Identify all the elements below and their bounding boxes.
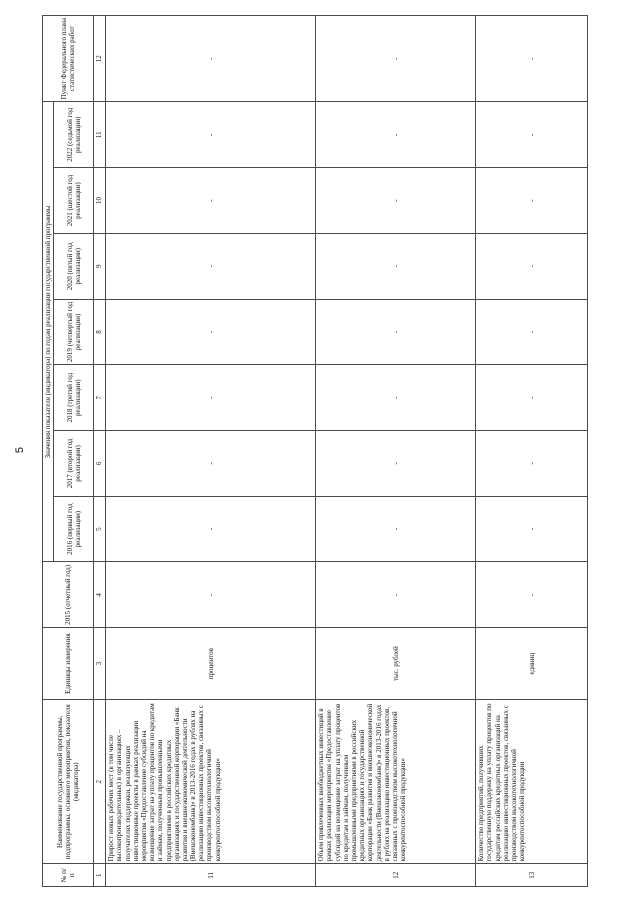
value-cell: - (476, 431, 588, 497)
header-unit: Единицы измерения (43, 628, 94, 700)
table-row-11 (106, 16, 316, 887)
index-cell: 3 (94, 628, 106, 700)
header-year-2017: 2017 (второй год реализации) (54, 431, 94, 497)
index-cell: 9 (94, 233, 106, 299)
value-cell: - (316, 102, 476, 168)
rotated-page-content (42, 15, 602, 887)
value-cell: - (476, 365, 588, 431)
index-cell: 5 (94, 496, 106, 562)
header-year-2018: 2018 (третий год реализации) (54, 365, 94, 431)
value-cell: - (106, 562, 316, 628)
index-cell: 12 (94, 16, 106, 102)
row-unit: тыс. рублей (316, 628, 476, 700)
table-row-13 (476, 16, 588, 887)
value-cell: - (106, 233, 316, 299)
row-name: Количество предприятий, получивших государственную поддержку на уплату процентов по кредитам российских кредитных организаций на реализацию инвестиционных проектов, связанных с производством высокотехнологичной конкурентоспособной продукции (476, 700, 588, 864)
row-unit: процентов (106, 628, 316, 700)
header-plan-item: Пункт Федерального плана статистических работ (43, 16, 94, 102)
value-cell: - (476, 233, 588, 299)
row-name: Прирост новых рабочих мест (в том числе высокопроизводительных) в организациях – получателях поддержки, реализующих инвестиционные проекты в рамках реализации мероприятия «Предоставление субсидий на возмещение затрат на уплату процентов по кредитам и займам, полученным промышленными предприятиями в российских кредитных организациях и государственной корпорации «Банк развития и внешнеэкономической деятельности (Внешэкономбанк)» в 2013-2016 годах в рублях на реализацию инвестиционных проектов, связанных с производством высокотехнологичной конкурентоспособной продукции» (106, 700, 316, 864)
value-cell: - (476, 102, 588, 168)
value-cell: - (106, 365, 316, 431)
indicators-table (42, 15, 588, 887)
row-unit: единиц (476, 628, 588, 700)
value-cell: - (316, 299, 476, 365)
index-cell: 11 (94, 102, 106, 168)
row-num: 11 (106, 864, 316, 887)
value-cell: - (316, 496, 476, 562)
page-number: 5 (14, 446, 26, 454)
value-cell: - (316, 562, 476, 628)
value-cell: - (106, 16, 316, 102)
header-year-2022: 2022 (седьмой год реализации) (54, 102, 94, 168)
value-cell: - (476, 496, 588, 562)
index-cell: 8 (94, 299, 106, 365)
value-cell: - (476, 562, 588, 628)
value-cell: - (106, 299, 316, 365)
column-index-row (94, 16, 106, 887)
row-name: Объем привлеченных внебюджетных инвестиций в рамках реализации мероприятия «Предоставление субсидий на возмещение затрат на уплату процентов по кредитам и займам, полученным промышленными предприятиями в российских кредитных организациях и государственной корпорации «Банк развития и внешнеэкономической деятельности (Внешэкономбанк)» в 2013-2016 годах в рублях на реализацию инвестиционных проектов, связанных с производством высокотехнологичной конкурентоспособной продукции» (316, 700, 476, 864)
index-cell: 7 (94, 365, 106, 431)
table-row-12 (316, 16, 476, 887)
value-cell: - (316, 16, 476, 102)
value-cell: - (106, 496, 316, 562)
header-name: Наименование государственной программы, подпрограммы, основного мероприятия, показателя (индикатора) (43, 700, 94, 864)
index-cell: 2 (94, 700, 106, 864)
index-cell: 10 (94, 168, 106, 234)
value-cell: - (316, 365, 476, 431)
value-cell: - (106, 102, 316, 168)
value-cell: - (106, 168, 316, 234)
header-values-group: Значения показателя (индикатора) по годам реализации государственной программы (43, 102, 54, 562)
row-num: 12 (316, 864, 476, 887)
header-num: № п/п (43, 864, 94, 887)
value-cell: - (476, 299, 588, 365)
index-cell: 6 (94, 431, 106, 497)
value-cell: - (316, 233, 476, 299)
row-num: 13 (476, 864, 588, 887)
index-cell: 1 (94, 864, 106, 887)
value-cell: - (476, 16, 588, 102)
header-year-2020: 2020 (пятый год реализации) (54, 233, 94, 299)
value-cell: - (476, 168, 588, 234)
value-cell: - (106, 431, 316, 497)
value-cell: - (316, 431, 476, 497)
header-year-2021: 2021 (шестой год реализации) (54, 168, 94, 234)
value-cell: - (316, 168, 476, 234)
header-year-base: 2015 (отчетный год) (43, 562, 94, 628)
header-year-2019: 2019 (четвертый год реализации) (54, 299, 94, 365)
index-cell: 4 (94, 562, 106, 628)
header-year-2016: 2016 (первый год реализации) (54, 496, 94, 562)
